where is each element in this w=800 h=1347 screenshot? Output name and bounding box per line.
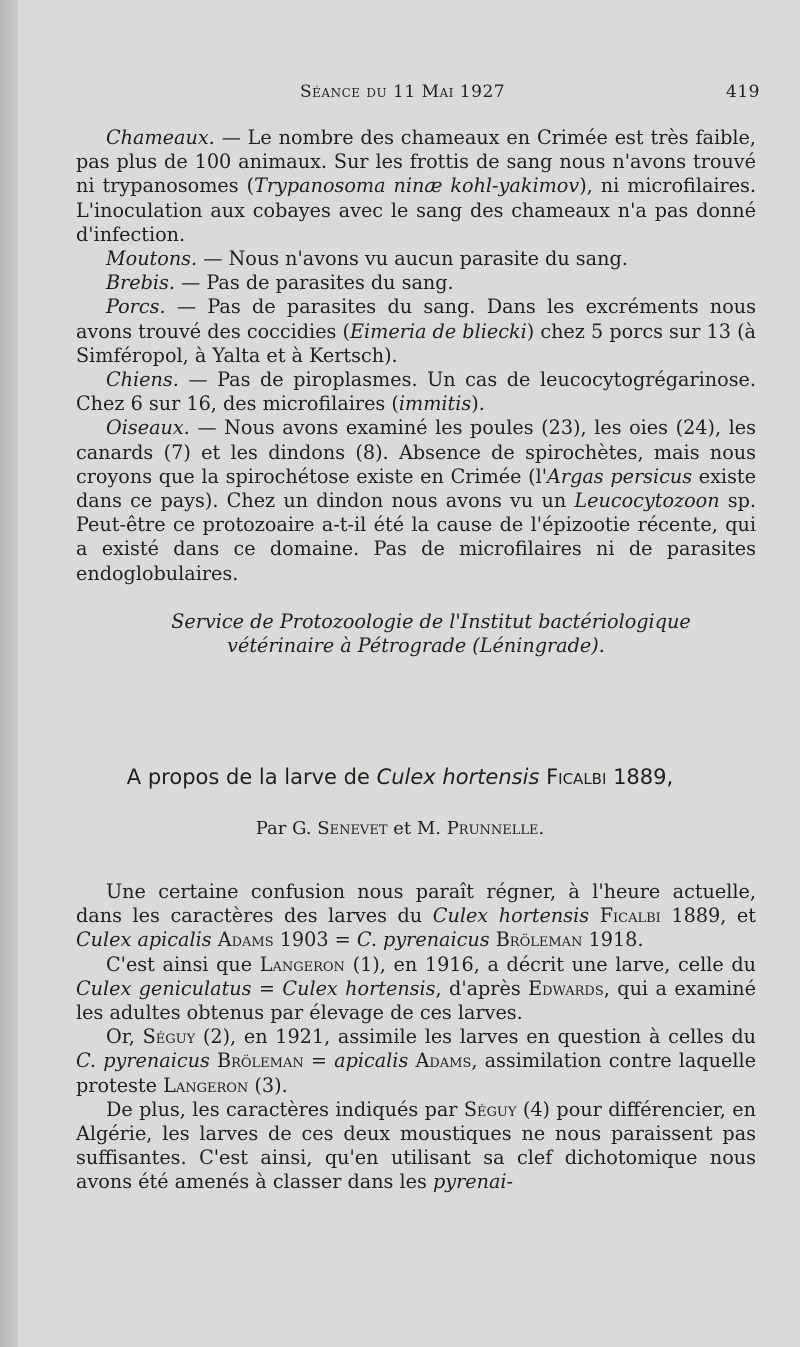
paragraph-brebis: Brebis. — Pas de parasites du sang. [106,271,454,295]
lead-term: Moutons. [106,247,198,271]
lead-term: Porcs. [106,295,166,319]
page-gutter [0,0,18,1347]
paragraph-3: Or, Séguy (2), en 1921, assimile les larves en question à celles du C. pyrenaicus Bröleman = apicalis Adams, assimilation contre laquelle proteste Langeron (3). [76,1025,757,1097]
author-name: Prunnelle [446,818,539,839]
lead-term: Brebis. [106,271,175,295]
paragraph-chiens: Chiens. — Pas de piroplasmes. Un cas de leucocytogrégarinose. Chez 6 sur 16, des microfilaires (immitis). [76,368,756,416]
affiliation-line-1: Service de Protozoologie de l'Institut bactériologique [171,610,691,633]
lead-term: Chiens. [106,368,179,392]
paragraph-1: Une certaine confusion nous paraît régner, à l'heure actuelle, dans les caractères des larves du Culex hortensis Ficalbi 1889, et Culex apicalis Adams 1903 = C. pyrenaicus Bröleman 1918. [76,880,756,952]
section-culex-text [76,880,756,1195]
title-author: Ficalbi [546,765,607,789]
article-authors: Par G. Senevet et M. Prunnelle. [255,818,545,839]
page-number: 419 [726,82,760,102]
affiliation [76,610,756,658]
affiliation-line-2: vétérinaire à Pétrograde (Léningrade). [227,634,605,658]
paragraph-chameaux: Chameaux. — Le nombre des chameaux en Crimée est très faible, pas plus de 100 animaux. Sur les frottis de sang nous n'avons trouvé ni trypanosomes (Trypanosoma ninæ kohl-yakimov), ni microfilaires. L'inoculation aux cobayes avec le sang des chameaux n'a pas donné d'infection. [76,126,756,246]
running-head [0,82,800,112]
author-name: Senevet [317,818,388,839]
paragraph-2: C'est ainsi que Langeron (1), en 1916, a décrit une larve, celle du Culex geniculatus = Culex hortensis, d'après Edwards, qui a examiné les adultes obtenus par élevage de ces larves. [76,952,757,1025]
title-species: Culex hortensis [376,765,540,789]
paragraph-4: De plus, les caractères indiqués par Séguy (4) pour différencier, en Algérie, les larves de ces deux moustiques ne nous paraissent pas suffisantes. C'est ainsi, qu'en utilisant sa clef dichotomique nous avons été amenés à classer dans les pyrenai- [76,1097,757,1194]
section-crimea-results [76,126,756,586]
lead-term: Oiseaux. [106,416,190,440]
paragraph-porcs: Porcs. — Pas de parasites du sang. Dans les excréments nous avons trouvé des coccidies (Eimeria de bliecki) chez 5 porcs sur 13 (à Simféropol, à Yalta et à Kertsch). [76,295,756,367]
lead-term: Chameaux. [106,126,215,149]
paragraph-oiseaux: Oiseaux. — Nous avons examiné les poules (23), les oies (24), les canards (7) et les dindons (8). Absence de spirochètes, mais nous croyons que la spirochétose existe en Crimée (l'Argas persicus existe dans ce pays). Chez un dindon nous avons vu un Leucocytozoon sp. Peut-être ce protozoaire a-t-il été la cause de l'épizootie récente, qui a existé dans ce domaine. Pas de microfilaires ni de parasites endoglobulaires. [76,416,757,585]
paragraph-moutons: Moutons. — Nous n'avons vu aucun parasite du sang. [106,247,628,271]
article-title: A propos de la larve de Culex hortensis Ficalbi 1889, [126,765,674,789]
running-title: Séance du 11 Mai 1927 [300,82,506,102]
